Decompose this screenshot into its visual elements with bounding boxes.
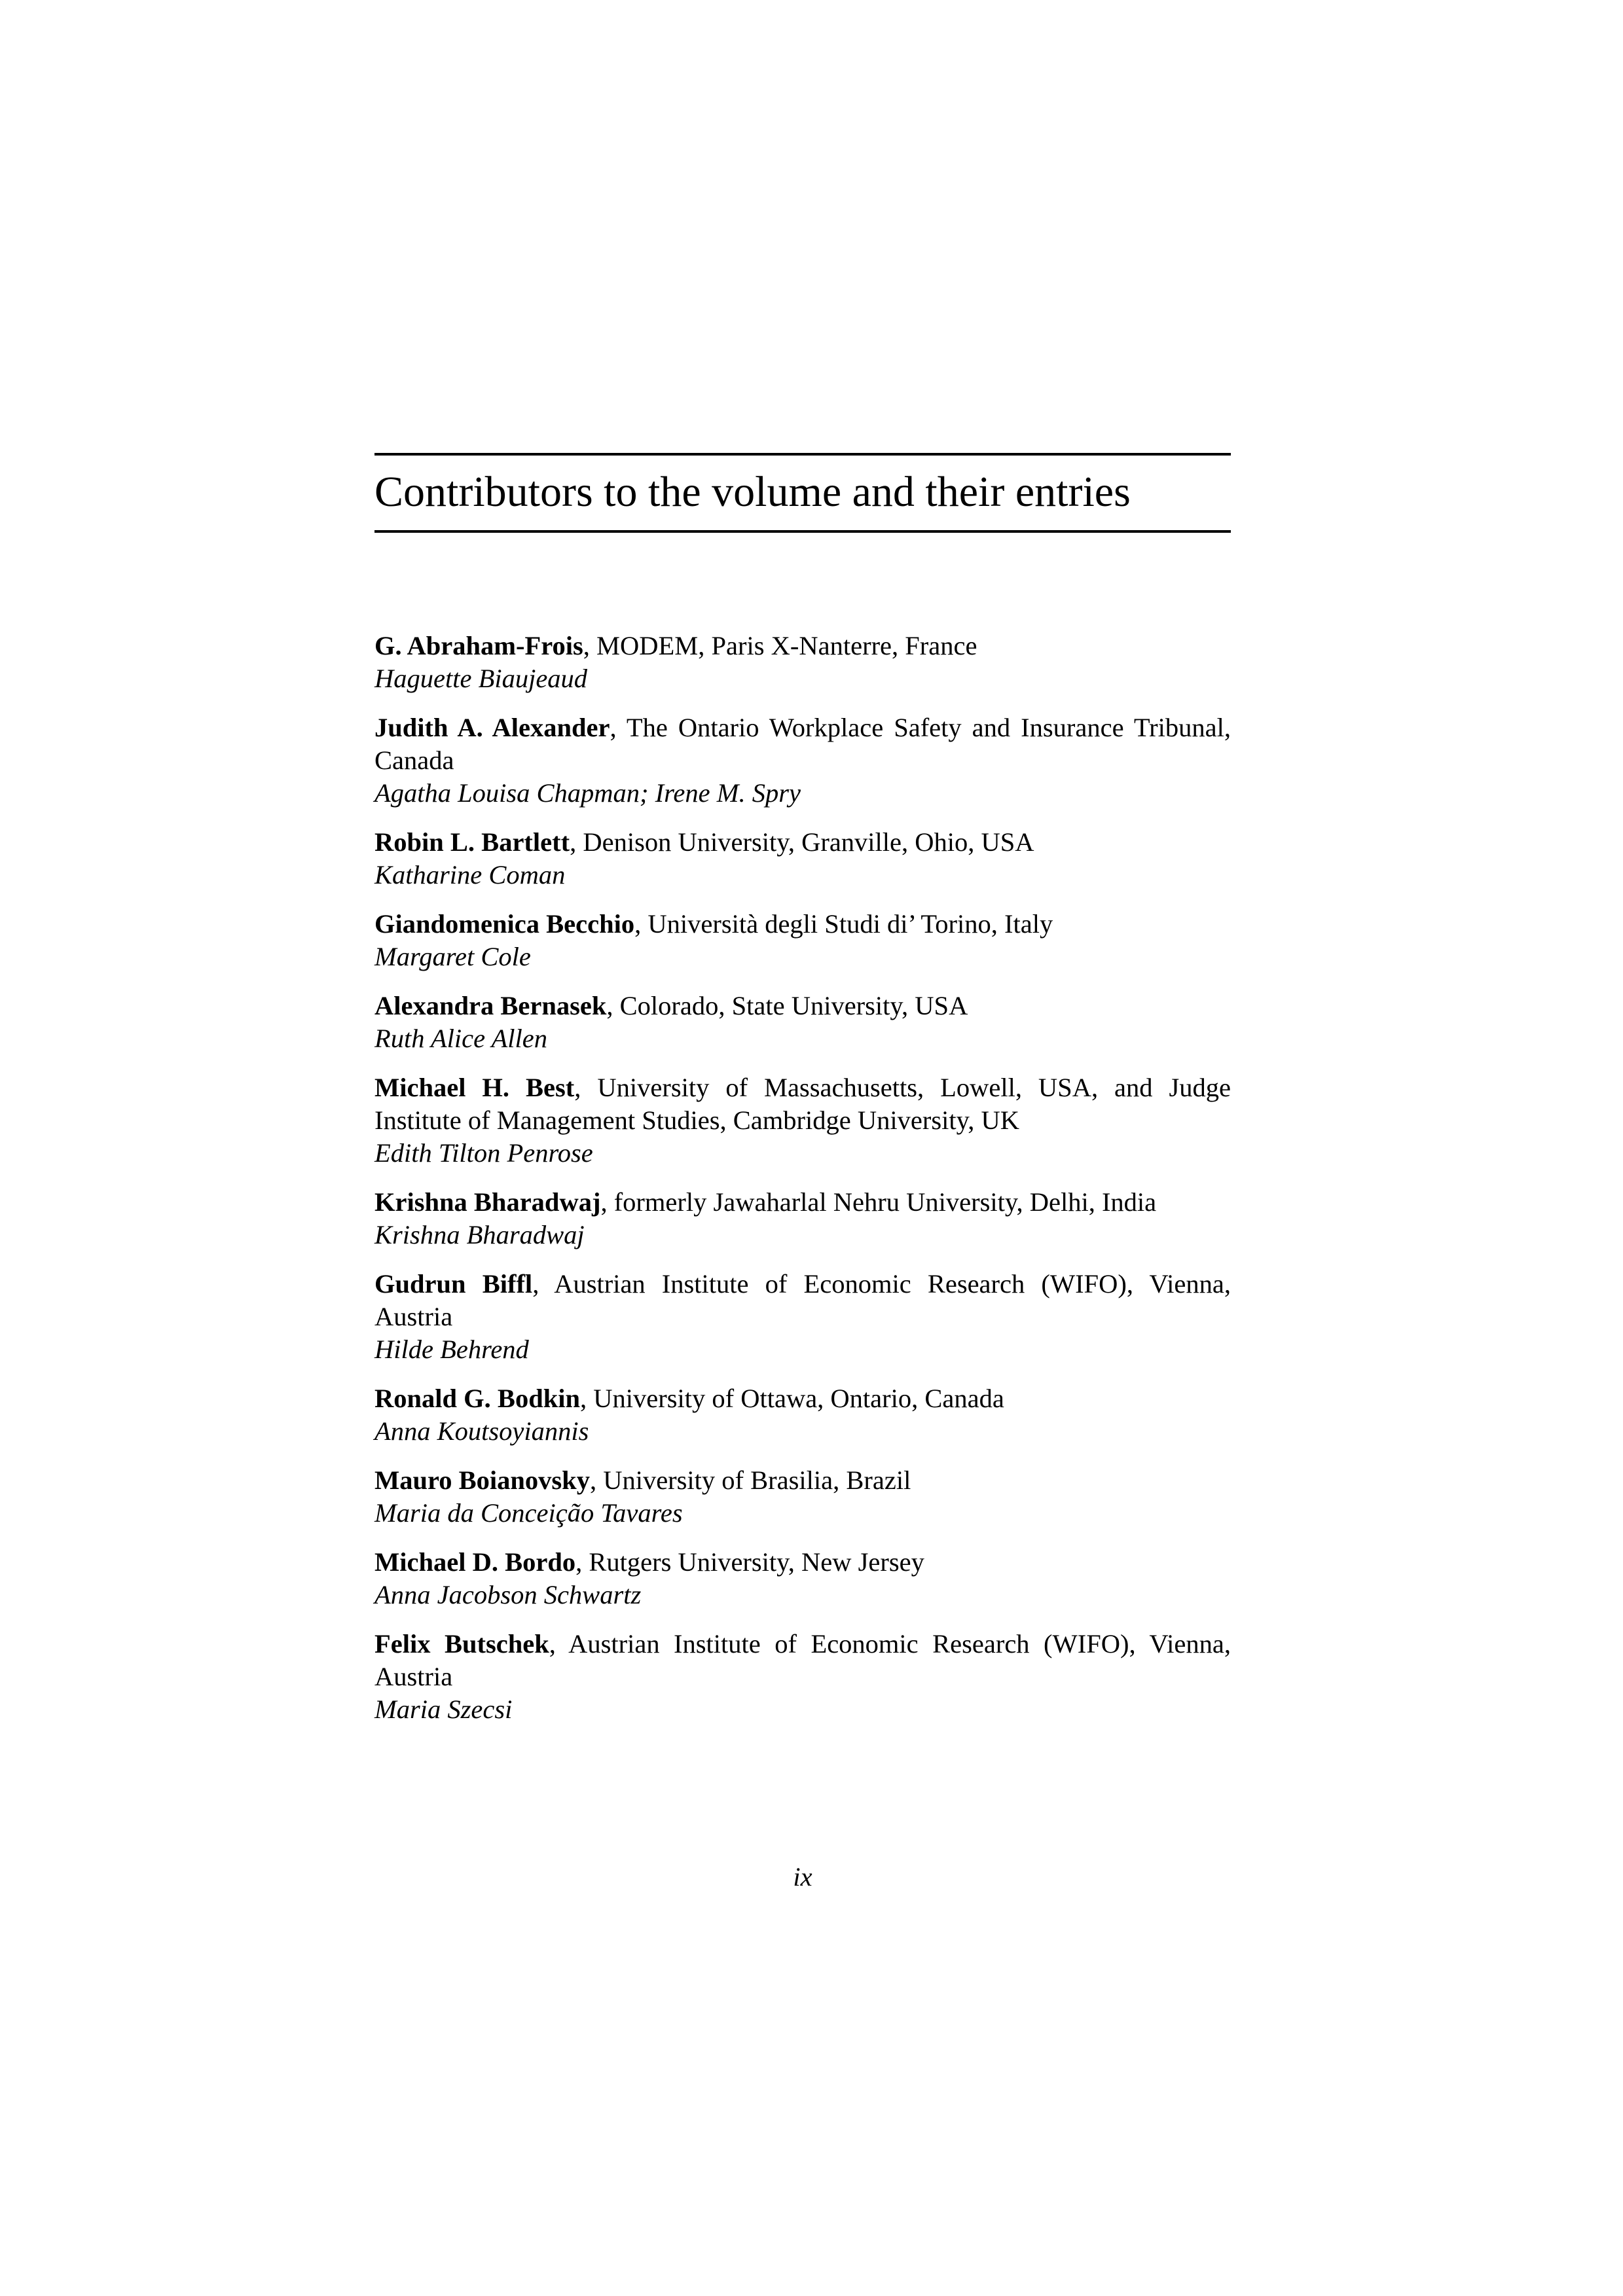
contributor-entry <box>374 1628 1231 1726</box>
title-rule-bottom <box>374 530 1231 533</box>
contributor-affiliation-line <box>374 1071 1231 1137</box>
contributor-entry <box>374 1186 1231 1251</box>
contributor-affiliation: , Università degli Studi di’ Torino, Italy <box>634 909 1053 939</box>
contributor-affiliation-line <box>374 1464 1231 1497</box>
contributor-affiliation-line <box>374 1268 1231 1333</box>
contributor-list <box>374 630 1231 1742</box>
contributor-name: Giandomenica Becchio <box>374 909 635 939</box>
contributor-name: Ronald G. Bodkin <box>374 1384 581 1413</box>
contributor-entry <box>374 1464 1231 1530</box>
contributor-affiliation: , Colorado, State University, USA <box>606 991 968 1020</box>
contributor-affiliation: , University of Massachusetts, Lowell, USA, and Judge Institute of Management Studies, Cambridge University, UK <box>374 1073 1231 1135</box>
contributor-name: Robin L. Bartlett <box>374 827 570 857</box>
contributor-name: Alexandra Bernasek <box>374 991 607 1020</box>
entry-subjects: Ruth Alice Allen <box>374 1024 547 1053</box>
contributor-affiliation-line <box>374 1546 1231 1579</box>
contributor-affiliation: , University of Ottawa, Ontario, Canada <box>580 1384 1004 1413</box>
contributor-affiliation: , MODEM, Paris X-Nanterre, France <box>583 631 977 660</box>
contributor-name: Mauro Boianovsky <box>374 1465 590 1495</box>
contributor-entry <box>374 1071 1231 1170</box>
contributor-affiliation-line <box>374 990 1231 1022</box>
contributor-affiliation-line <box>374 1382 1231 1415</box>
contributor-name: Michael H. Best <box>374 1073 575 1102</box>
contributor-entry <box>374 1382 1231 1448</box>
entry-subjects: Hilde Behrend <box>374 1335 529 1364</box>
contributor-affiliation-line <box>374 908 1231 941</box>
entry-subjects: Maria Szecsi <box>374 1695 513 1724</box>
contributor-affiliation: , The Ontario Workplace Safety and Insurance Tribunal, Canada <box>374 713 1231 775</box>
entry-subjects: Agatha Louisa Chapman; Irene M. Spry <box>374 778 801 808</box>
contributor-name: G. Abraham-Frois <box>374 631 583 660</box>
entry-subjects: Krishna Bharadwaj <box>374 1220 585 1249</box>
title-rule-top <box>374 453 1231 456</box>
entry-subjects: Maria da Conceição Tavares <box>374 1498 683 1528</box>
contributor-entry <box>374 990 1231 1055</box>
contributor-entry <box>374 1268 1231 1366</box>
contributor-affiliation: , formerly Jawaharlal Nehru University, Delhi, India <box>600 1187 1157 1217</box>
entry-subjects: Katharine Coman <box>374 860 566 889</box>
contributor-affiliation-line <box>374 630 1231 662</box>
contributor-affiliation: , University of Brasilia, Brazil <box>589 1465 911 1495</box>
contributor-affiliation: , Denison University, Granville, Ohio, USA <box>570 827 1034 857</box>
contributor-entry <box>374 630 1231 695</box>
contributor-name: Krishna Bharadwaj <box>374 1187 601 1217</box>
contributor-entry <box>374 1546 1231 1611</box>
contributor-affiliation: , Austrian Institute of Economic Research (WIFO), Vienna, Austria <box>374 1269 1231 1331</box>
entry-subjects: Anna Jacobson Schwartz <box>374 1580 642 1609</box>
contributor-affiliation-line <box>374 826 1231 859</box>
entry-subjects: Anna Koutsoyiannis <box>374 1416 589 1446</box>
contributor-name: Gudrun Biffl <box>374 1269 533 1299</box>
contributor-affiliation: , Rutgers University, New Jersey <box>575 1547 924 1577</box>
contributor-affiliation-line <box>374 1628 1231 1693</box>
contributor-affiliation-line <box>374 1186 1231 1219</box>
contributor-affiliation-line <box>374 711 1231 777</box>
entry-subjects: Edith Tilton Penrose <box>374 1138 593 1168</box>
contributor-affiliation: , Austrian Institute of Economic Research (WIFO), Vienna, Austria <box>374 1629 1231 1691</box>
contributor-name: Judith A. Alexander <box>374 713 610 742</box>
contributor-entry <box>374 908 1231 973</box>
entry-subjects: Haguette Biaujeaud <box>374 664 588 693</box>
page-title: Contributors to the volume and their entries <box>374 468 1131 516</box>
contributor-entry <box>374 711 1231 810</box>
page-number: ix <box>793 1862 812 1892</box>
contributor-name: Felix Butschek <box>374 1629 549 1659</box>
contributor-entry <box>374 826 1231 891</box>
entry-subjects: Margaret Cole <box>374 942 531 971</box>
contributor-name: Michael D. Bordo <box>374 1547 576 1577</box>
